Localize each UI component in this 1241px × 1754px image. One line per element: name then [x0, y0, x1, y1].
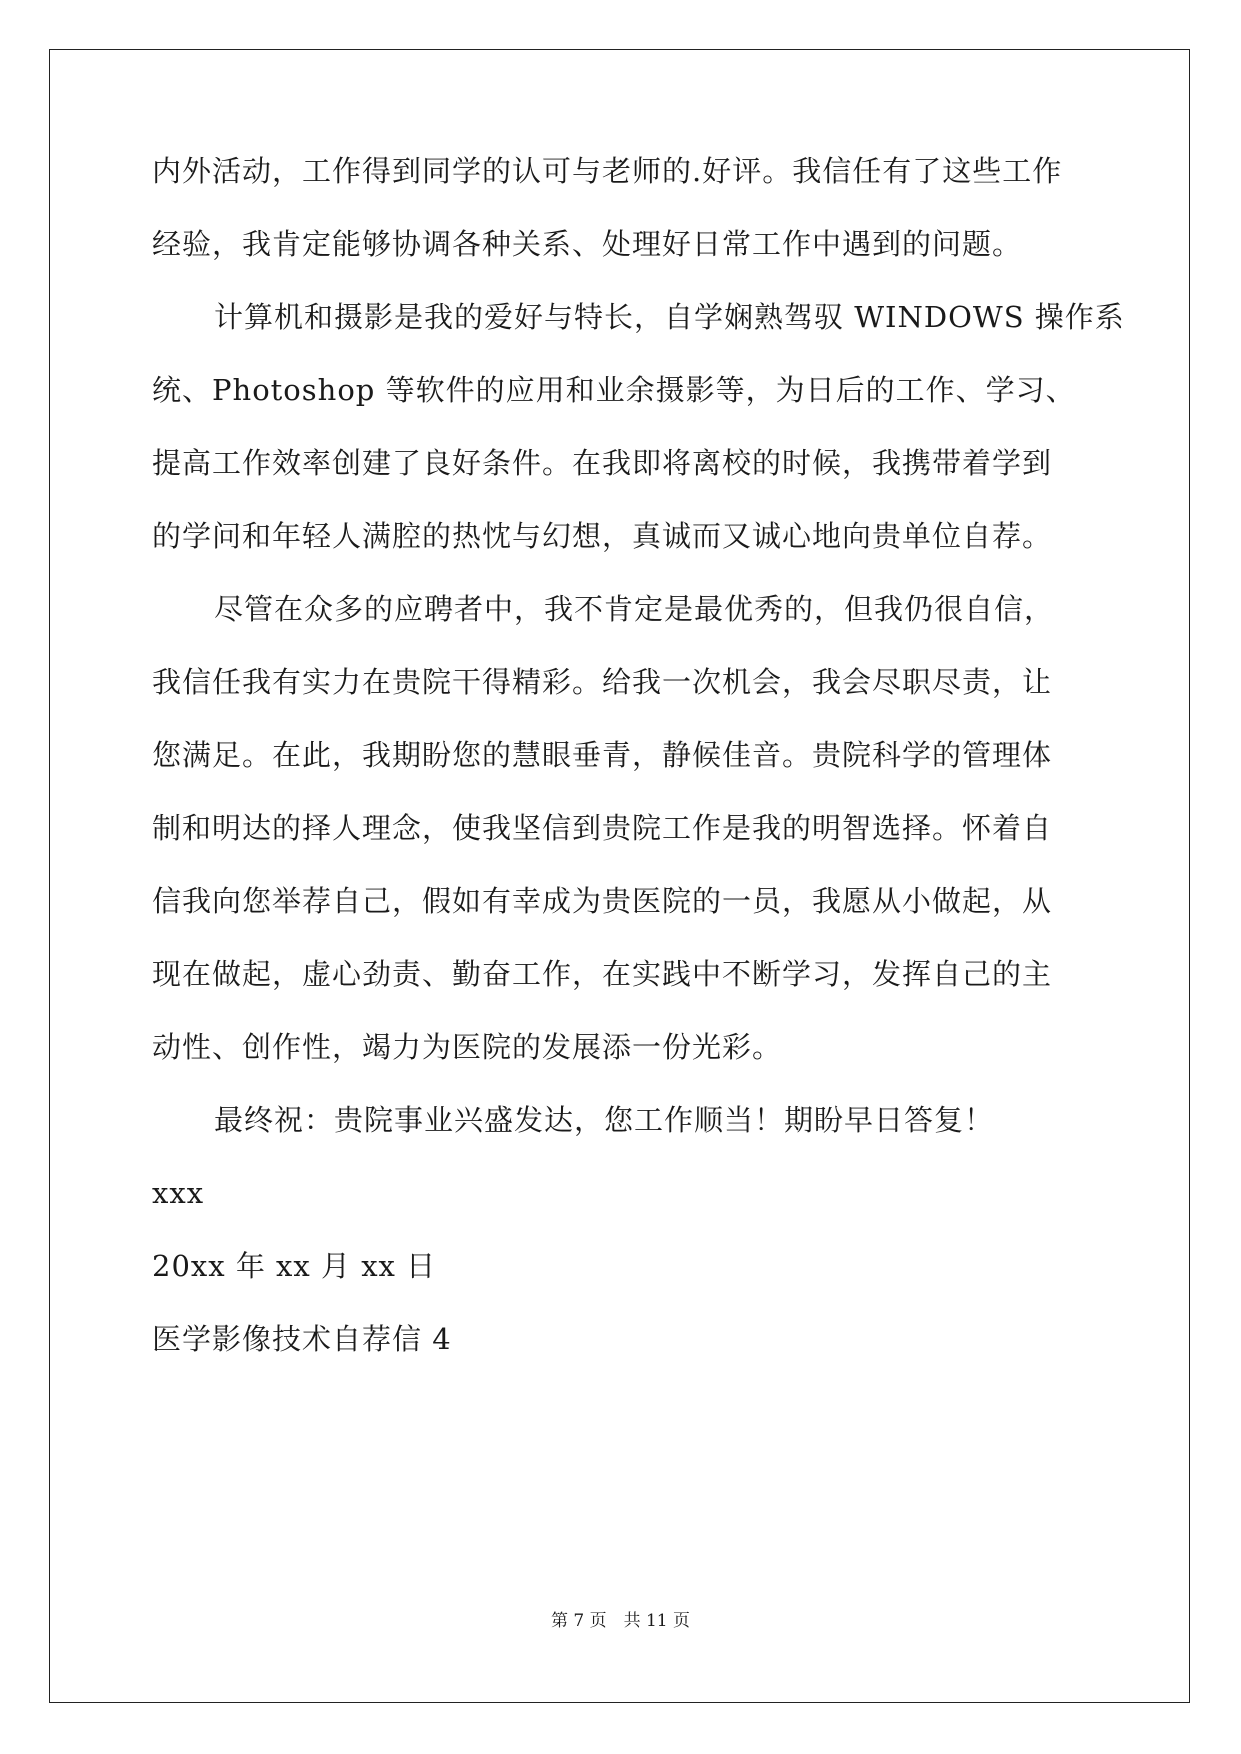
date: 20xx 年 xx 月 xx 日 — [152, 1249, 437, 1283]
section-title: 医学影像技术自荐信 4 — [152, 1322, 452, 1356]
signature: xxx — [152, 1176, 205, 1210]
text-line: 现在做起，虚心劲责、勤奋工作，在实践中不断学习，发挥自己的主 — [152, 957, 1053, 991]
text-line: 的学问和年轻人满腔的热忱与幻想，真诚而又诚心地向贵单位自荐。 — [152, 519, 1053, 553]
text-line: 最终祝：贵院事业兴盛发达，您工作顺当！期盼早日答复！ — [214, 1103, 995, 1137]
text-line: 尽管在众多的应聘者中，我不肯定是最优秀的，但我仍很自信， — [214, 592, 1055, 626]
text-line: 提高工作效率创建了良好条件。在我即将离校的时候，我携带着学到 — [152, 446, 1053, 480]
page-number-footer: 第 7 页 共 11 页 — [550, 1611, 691, 1631]
text-line: 制和明达的择人理念，使我坚信到贵院工作是我的明智选择。怀着自 — [152, 811, 1053, 845]
text-line: 经验，我肯定能够协调各种关系、处理好日常工作中遇到的问题。 — [152, 227, 1023, 261]
text-line: 我信任我有实力在贵院干得精彩。给我一次机会，我会尽职尽责，让 — [152, 665, 1053, 699]
text-line: 统、Photoshop 等软件的应用和业余摄影等，为日后的工作、学习、 — [152, 373, 1076, 407]
text-line: 动性、创作性，竭力为医院的发展添一份光彩。 — [152, 1030, 783, 1064]
text-line: 您满足。在此，我期盼您的慧眼垂青，静候佳音。贵院科学的管理体 — [152, 738, 1053, 772]
text-line: 计算机和摄影是我的爱好与特长，自学娴熟驾驭 WINDOWS 操作系 — [214, 300, 1125, 334]
text-line: 信我向您举荐自己，假如有幸成为贵医院的一员，我愿从小做起，从 — [152, 884, 1053, 918]
page-border — [49, 49, 1190, 1703]
text-line: 内外活动，工作得到同学的认可与老师的.好评。我信任有了这些工作 — [152, 154, 1063, 188]
